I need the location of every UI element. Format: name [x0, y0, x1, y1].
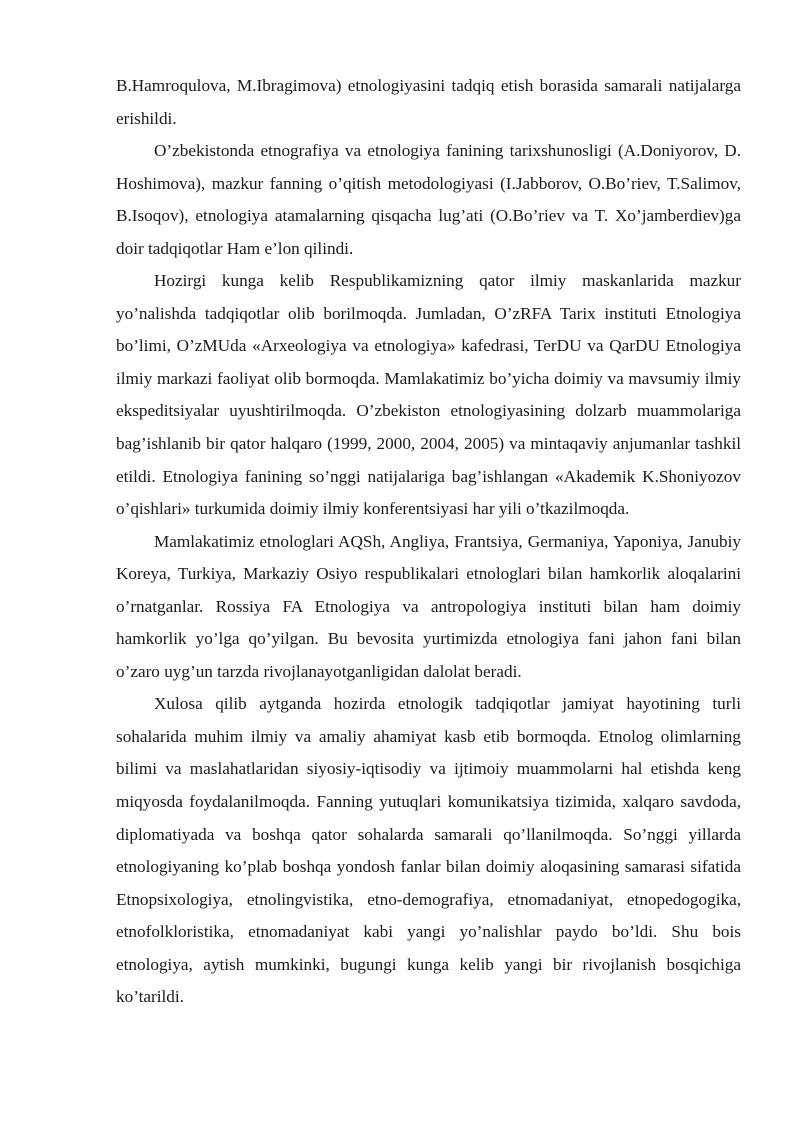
paragraph-research-centers: Hozirgi kunga kelib Respublikamizning qator ilmiy maskanlarida mazkur yo’nalishda tadqiqotlar olib borilmoqda. Jumladan, O’zRFA Tarix instituti Etnologiya bo’limi, O’zMUda «Arxeologiya va etnologiya» kafedrasi, TerDU va QarDU Etnologiya ilmiy markazi faoliyat olib bormoqda. Mamlakatimiz bo’yicha doimiy va mavsumiy ilmiy ekspeditsiyalar uyushtirilmoqda. O’zbekiston etnologiyasining dolzarb muammolariga bag’ishlanib bir qator halqaro (1999, 2000, 2004, 2005) va mintaqaviy anjumanlar tashkil etildi. Etnologiya fanining so’nggi natijalariga bag’ishlangan «Akademik K.Shoniyozov o’qishlari» turkumida doimiy ilmiy konferentsiyasi har yili o’tkazilmoqda. — [116, 271, 741, 519]
paragraph-conclusion: Xulosa qilib aytganda hozirda etnologik tadqiqotlar jamiyat hayotining turli sohalarida muhim ilmiy va amaliy ahamiyat kasb etib bormoqda. Etnolog olimlarning bilimi va maslahatlaridan siyosiy-iqtisodiy va ijtimoiy muammolarni hal etishda keng miqyosda foydalanilmoqda. Fanning yutuqlari komunikatsiya tizimida, xalqaro savdoda, diplomatiyada va boshqa qator sohalarda samarali qo’llanilmoqda. So’nggi yillarda etnologiyaning ko’plab boshqa yondosh fanlar bilan doimiy aloqasining samarasi sifatida Etnopsixologiya, etnolingvistika, etno-demografiya, etnomadaniyat, etnopedogogika, etnofolkloristika, etnomadaniyat kabi yangi yo’nalishlar paydo bo’ldi. Shu bois etnologiya, aytish mumkinki, bugungi kunga kelib yangi bir rivojlanish bosqichiga ko’tarildi. — [116, 694, 741, 1007]
paragraph-historiography: O’zbekistonda etnografiya va etnologiya fanining tarixshunosligi (A.Doniyorov, D. Hoshimova), mazkur fanning o’qitish metodologiyasi (I.Jabborov, O.Bo’riev, T.Salimov, B.Isoqov), etnologiya atamalarning qisqacha lug’ati (O.Bo’riev va T. Xo’jamberdiev)ga doir tadqiqotlar Ham e’lon qilindi. — [116, 141, 741, 258]
body-text — [116, 70, 741, 1014]
paragraph-continuation: B.Hamroqulova, M.Ibragimova) etnologiyasini tadqiq etish borasida samarali natijalarga erishildi. — [116, 76, 741, 128]
paragraph-international-cooperation: Mamlakatimiz etnologlari AQSh, Angliya, Frantsiya, Germaniya, Yaponiya, Janubiy Koreya, Turkiya, Markaziy Osiyo respublikalari etnologlari bilan hamkorlik aloqalarini o’rnatganlar. Rossiya FA Etnologiya va antropologiya instituti bilan ham doimiy hamkorlik yo’lga qo’yilgan. Bu bevosita yurtimizda etnologiya fani jahon fani bilan o’zaro uyg’un tarzda rivojlanayotganligidan dalolat beradi. — [116, 531, 741, 681]
